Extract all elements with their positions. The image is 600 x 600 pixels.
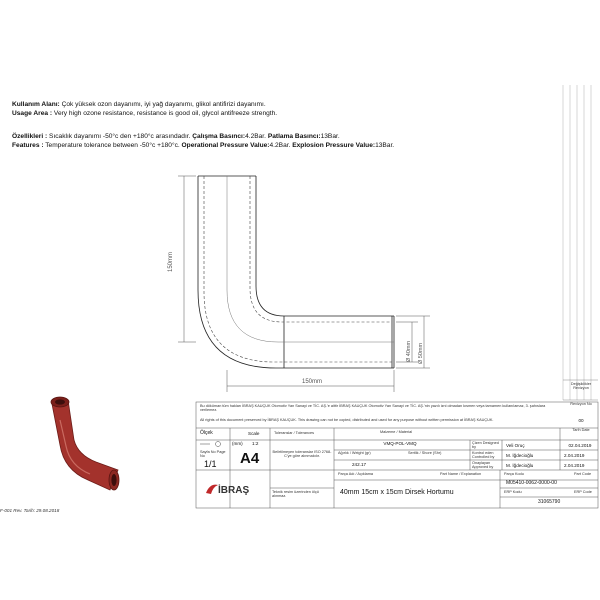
approved-by: M. İğdecioğlu <box>506 463 534 468</box>
designed-label: Çizen Designed by <box>472 441 499 450</box>
inner-bore-hidden-lines <box>204 176 392 362</box>
weight-label: Ağırlık / Weight (gr) <box>338 451 371 455</box>
logo-mark-icon <box>204 482 262 496</box>
part-number: M05410-0062-0000-00 <box>506 480 557 486</box>
paper-size: A4 <box>240 450 260 467</box>
part-name: 40mm 15cm x 15cm Dirsek Hortumu <box>340 489 454 496</box>
scale-value: 1:2 <box>252 441 259 446</box>
erp-label-en: ERP Code <box>574 490 592 494</box>
tolerance-note: Belirtilmeyen toleranslar ISO 2768-C'ye göre alınmalıdır. <box>272 450 332 459</box>
centerline <box>227 176 394 342</box>
controlled-label: Kontrol eden Controlled by <box>472 451 495 460</box>
tolerances-label: Toleranslar / Tolerances <box>274 431 315 435</box>
material-value: VMQ-POL-VMQ <box>383 441 417 446</box>
revision-number: 00 <box>578 418 584 423</box>
vertical-dimension <box>178 176 196 342</box>
unit-label: (mm) <box>232 441 243 446</box>
usage-tr-line: Kullanım Alanı: Çok yüksek ozon dayanımı, iyi yağ dayanımı, glikol antifirizi dayanımı. <box>12 101 266 108</box>
scale-label: Scale <box>248 431 260 436</box>
diameter-dimensions <box>396 316 430 368</box>
horizontal-dimension-label: 150mm <box>302 379 323 385</box>
usage-en-line: Usage Area : Very high ozone resistance, resistance is good oil, glycol antifreeze strength. <box>12 110 278 117</box>
page-label: Sayfa No Page No <box>200 450 226 459</box>
part-no-label: Parça Kodu <box>504 472 524 476</box>
revision-date: 02.04.2019 <box>568 443 592 448</box>
weight-value: 242.17 <box>352 462 367 467</box>
part-name-label-en: Part Name / Explanation <box>440 472 482 476</box>
elbow-hose-outline <box>198 176 394 368</box>
material-label: Malzeme / Material <box>380 430 413 434</box>
part-code-label: Part Code <box>574 472 592 476</box>
features-tr-line: Özellikleri : Sıcaklık dayanımı -50°c den +180°c arasındadır. Çalışma Basıncı:4.2Bar. Patlama Basıncı:13Bar. <box>12 133 340 140</box>
request-note: Teknik resim üzerinden ölçü alınmaz. <box>272 490 319 499</box>
revision-date-label: Tarih Date <box>572 428 590 432</box>
copyright-tr: Bu döküman tüm hakları İBRAŞ KAUÇUK Otomotiv Yan Sanayi ve TİC. AŞ.'e aittir İBRAŞ KAUÇUK Otomotiv Yan Sanayi ve TİC. AŞ.'nin yazılı izni olmadan kısmen veya tamamen kullanılamaz, 3. şahıslara verilemez. <box>200 404 546 413</box>
controlled-date: 2.04.2019 <box>564 453 585 458</box>
erp-label: ERP Kodu <box>504 490 522 494</box>
inner-diameter-label: Ø 40mm <box>406 340 412 362</box>
outer-diameter-label: Ø 50mm <box>418 342 424 364</box>
revision-header: Değişiklikler Revizyon <box>570 382 592 391</box>
designed-by: Veli Oruç <box>506 443 525 448</box>
features-en-line: Features : Temperature tolerance between -50°c +180°c. Operational Pressure Value:4.2Bar. Explosion Pressure Value:13Bar. <box>12 142 395 149</box>
copyright-en: All rights of this document preserved by İBRAŞ KAUÇUK. This drawing can not be copied, distributed and used for any purpose without written permission at İBRAŞ KAUÇUK. <box>200 418 494 422</box>
scale-caption: Ölçek <box>200 430 213 436</box>
part-name-label: Parça Adı / Açıklama <box>338 472 374 476</box>
controlled-by: M. İğdecioğlu <box>506 453 534 458</box>
dimension-standard-icon <box>200 441 226 448</box>
approved-date: 2.04.2019 <box>564 463 585 468</box>
isometric-hose-picture <box>51 397 119 490</box>
hardness-label: Sertlik / Shore (Shr) <box>408 451 442 455</box>
company-logo <box>204 482 262 501</box>
form-reference: F-001 Rev. Tarih: 29.08.2018 <box>0 508 60 513</box>
approved-label: Onaylayan Approved by <box>472 461 494 470</box>
page-value: 1/1 <box>204 459 217 469</box>
erp-code: 31065790 <box>538 499 561 505</box>
revision-label: Revizyon No <box>570 402 592 406</box>
vertical-dimension-label: 150mm <box>168 251 174 272</box>
projection-symbol-icon <box>200 441 226 447</box>
revision-grid-lines <box>563 85 591 400</box>
svg-text:İBRAŞ: İBRAŞ <box>218 485 250 496</box>
